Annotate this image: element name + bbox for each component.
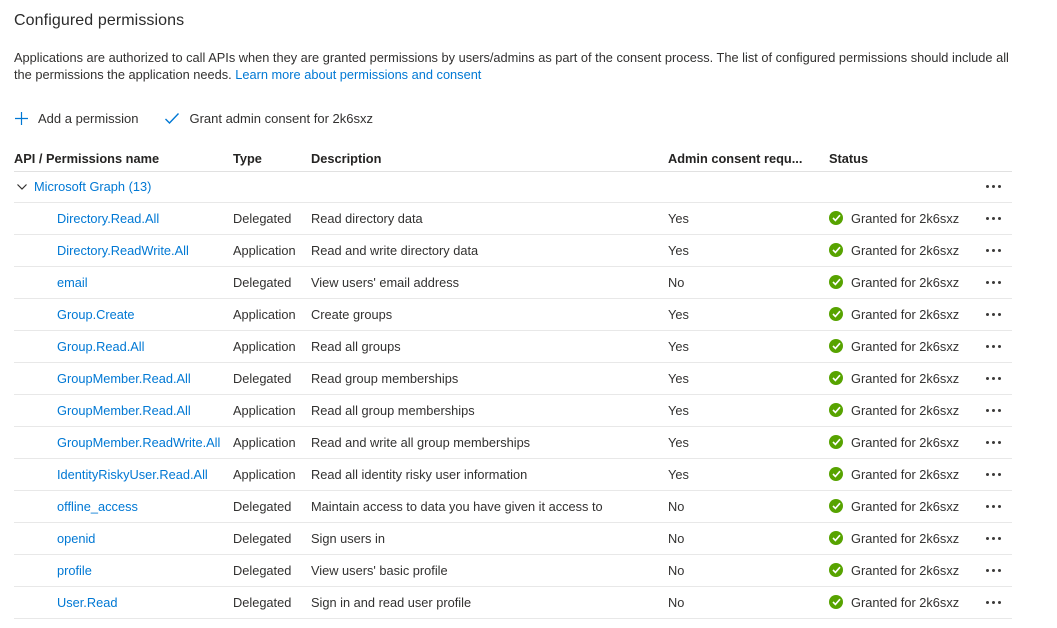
permission-name-link[interactable]: Directory.ReadWrite.All xyxy=(57,242,189,258)
admin-consent-value: No xyxy=(668,498,685,514)
permission-type: Delegated xyxy=(233,594,292,610)
granted-check-icon xyxy=(829,211,843,225)
permission-name-link[interactable]: email xyxy=(57,274,88,290)
admin-consent-value: No xyxy=(668,274,685,290)
admin-consent-value: Yes xyxy=(668,242,689,258)
permission-name-link[interactable]: offline_access xyxy=(57,498,138,514)
status-text: Granted for 2k6sxz xyxy=(851,466,960,482)
granted-check-icon xyxy=(829,435,843,449)
permission-row xyxy=(14,491,1012,523)
permission-description: Read group memberships xyxy=(311,370,459,386)
status-text: Granted for 2k6sxz xyxy=(851,338,960,354)
permission-description: Read all groups xyxy=(311,338,401,354)
more-options-button[interactable] xyxy=(984,277,1003,288)
permission-description: Maintain access to data you have given it access to xyxy=(311,498,603,514)
admin-consent-value: Yes xyxy=(668,466,689,482)
permission-name-link[interactable]: Group.Read.All xyxy=(57,338,145,354)
permission-name-link[interactable]: profile xyxy=(57,562,92,578)
plus-icon xyxy=(14,111,29,126)
table-header-row xyxy=(14,147,1012,172)
description-text: Applications are authorized to call APIs when they are granted permissions by users/admins as part of the consent process. The list of configured permissions should include all the permissions the application needs. xyxy=(14,50,1009,82)
status-text: Granted for 2k6sxz xyxy=(851,498,960,514)
permission-description: Create groups xyxy=(311,306,393,322)
status-text: Granted for 2k6sxz xyxy=(851,242,960,258)
permission-name-link[interactable]: GroupMember.Read.All xyxy=(57,402,191,418)
more-options-button[interactable] xyxy=(984,181,1003,192)
admin-consent-value: Yes xyxy=(668,434,689,450)
granted-check-icon xyxy=(829,499,843,513)
learn-more-link[interactable]: Learn more about permissions and consent xyxy=(235,66,482,82)
permission-description: View users' basic profile xyxy=(311,562,448,578)
permission-type: Application xyxy=(233,338,296,354)
status-text: Granted for 2k6sxz xyxy=(851,530,960,546)
admin-consent-value: No xyxy=(668,594,685,610)
granted-check-icon xyxy=(829,243,843,257)
permission-row xyxy=(14,299,1012,331)
api-group-link[interactable]: Microsoft Graph (13) xyxy=(34,179,152,195)
permission-name-link[interactable]: openid xyxy=(57,530,96,546)
granted-check-icon xyxy=(829,403,843,417)
permission-type: Delegated xyxy=(233,498,292,514)
permission-row xyxy=(14,427,1012,459)
permission-description: View users' email address xyxy=(311,274,460,290)
status-text: Granted for 2k6sxz xyxy=(851,402,960,418)
granted-check-icon xyxy=(829,531,843,545)
status-text: Granted for 2k6sxz xyxy=(851,370,960,386)
more-options-button[interactable] xyxy=(984,405,1003,416)
more-options-button[interactable] xyxy=(984,341,1003,352)
permission-name-link[interactable]: GroupMember.ReadWrite.All xyxy=(57,434,221,450)
permission-type: Delegated xyxy=(233,562,292,578)
more-options-button[interactable] xyxy=(984,245,1003,256)
permission-name-link[interactable]: GroupMember.Read.All xyxy=(57,370,191,386)
status-text: Granted for 2k6sxz xyxy=(851,210,960,226)
permission-name-link[interactable]: Group.Create xyxy=(57,306,135,322)
admin-consent-value: Yes xyxy=(668,338,689,354)
permission-row xyxy=(14,587,1012,619)
permission-type: Delegated xyxy=(233,274,292,290)
more-options-button[interactable] xyxy=(984,533,1003,544)
permission-type: Delegated xyxy=(233,370,292,386)
permission-description: Read and write all group memberships xyxy=(311,434,531,450)
grant-admin-consent-button[interactable] xyxy=(164,111,373,126)
status-text: Granted for 2k6sxz xyxy=(851,306,960,322)
permission-description: Sign users in xyxy=(311,530,385,546)
granted-check-icon xyxy=(829,467,843,481)
permission-row xyxy=(14,555,1012,587)
permission-description: Read all group memberships xyxy=(311,402,475,418)
more-options-button[interactable] xyxy=(984,565,1003,576)
permission-type: Delegated xyxy=(233,210,292,226)
permission-row xyxy=(14,459,1012,491)
status-text: Granted for 2k6sxz xyxy=(851,274,960,290)
toolbar xyxy=(14,108,1043,130)
permission-name-link[interactable]: Directory.Read.All xyxy=(57,210,160,226)
permission-description: Read all identity risky user information xyxy=(311,466,528,482)
more-options-button[interactable] xyxy=(984,213,1003,224)
permission-row xyxy=(14,235,1012,267)
permission-type: Application xyxy=(233,402,296,418)
grant-admin-consent-label: Grant admin consent for 2k6sxz xyxy=(189,111,373,127)
permission-row xyxy=(14,331,1012,363)
more-options-button[interactable] xyxy=(984,501,1003,512)
admin-consent-value: Yes xyxy=(668,306,689,322)
permission-row xyxy=(14,363,1012,395)
admin-consent-value: Yes xyxy=(668,210,689,226)
table-body xyxy=(14,203,1012,619)
api-group-row xyxy=(14,172,1012,203)
granted-check-icon xyxy=(829,371,843,385)
more-options-button[interactable] xyxy=(984,469,1003,480)
admin-consent-value: No xyxy=(668,562,685,578)
granted-check-icon xyxy=(829,563,843,577)
granted-check-icon xyxy=(829,595,843,609)
page-description xyxy=(14,50,1016,84)
more-options-button[interactable] xyxy=(984,597,1003,608)
permission-type: Delegated xyxy=(233,530,292,546)
granted-check-icon xyxy=(829,275,843,289)
granted-check-icon xyxy=(829,307,843,321)
permission-name-link[interactable]: IdentityRiskyUser.Read.All xyxy=(57,466,208,482)
permission-row xyxy=(14,523,1012,555)
more-options-button[interactable] xyxy=(984,437,1003,448)
admin-consent-value: No xyxy=(668,530,685,546)
admin-consent-value: Yes xyxy=(668,370,689,386)
add-permission-label: Add a permission xyxy=(38,111,139,127)
header-type[interactable]: Type xyxy=(233,151,262,167)
permission-type: Application xyxy=(233,466,296,482)
permission-row xyxy=(14,395,1012,427)
permission-description: Read and write directory data xyxy=(311,242,479,258)
more-options-button[interactable] xyxy=(984,309,1003,320)
add-permission-button[interactable] xyxy=(14,111,138,126)
permission-type: Application xyxy=(233,242,296,258)
status-text: Granted for 2k6sxz xyxy=(851,562,960,578)
page-title: Configured permissions xyxy=(14,12,185,29)
permission-type: Application xyxy=(233,434,296,450)
checkmark-icon xyxy=(164,112,180,125)
admin-consent-value: Yes xyxy=(668,402,689,418)
permission-row xyxy=(14,267,1012,299)
permission-description: Read directory data xyxy=(311,210,423,226)
status-text: Granted for 2k6sxz xyxy=(851,434,960,450)
header-admin-consent[interactable]: Admin consent requ... xyxy=(668,151,803,167)
permission-name-link[interactable]: User.Read xyxy=(57,594,118,610)
permission-row xyxy=(14,203,1012,235)
header-api-permissions-name[interactable]: API / Permissions name xyxy=(14,151,160,167)
status-text: Granted for 2k6sxz xyxy=(851,594,960,610)
permission-description: Sign in and read user profile xyxy=(311,594,472,610)
header-description[interactable]: Description xyxy=(311,151,382,167)
permissions-table xyxy=(14,147,1012,619)
header-status[interactable]: Status xyxy=(829,151,869,167)
granted-check-icon xyxy=(829,339,843,353)
permission-type: Application xyxy=(233,306,296,322)
more-options-button[interactable] xyxy=(984,373,1003,384)
chevron-down-icon[interactable] xyxy=(16,181,28,193)
